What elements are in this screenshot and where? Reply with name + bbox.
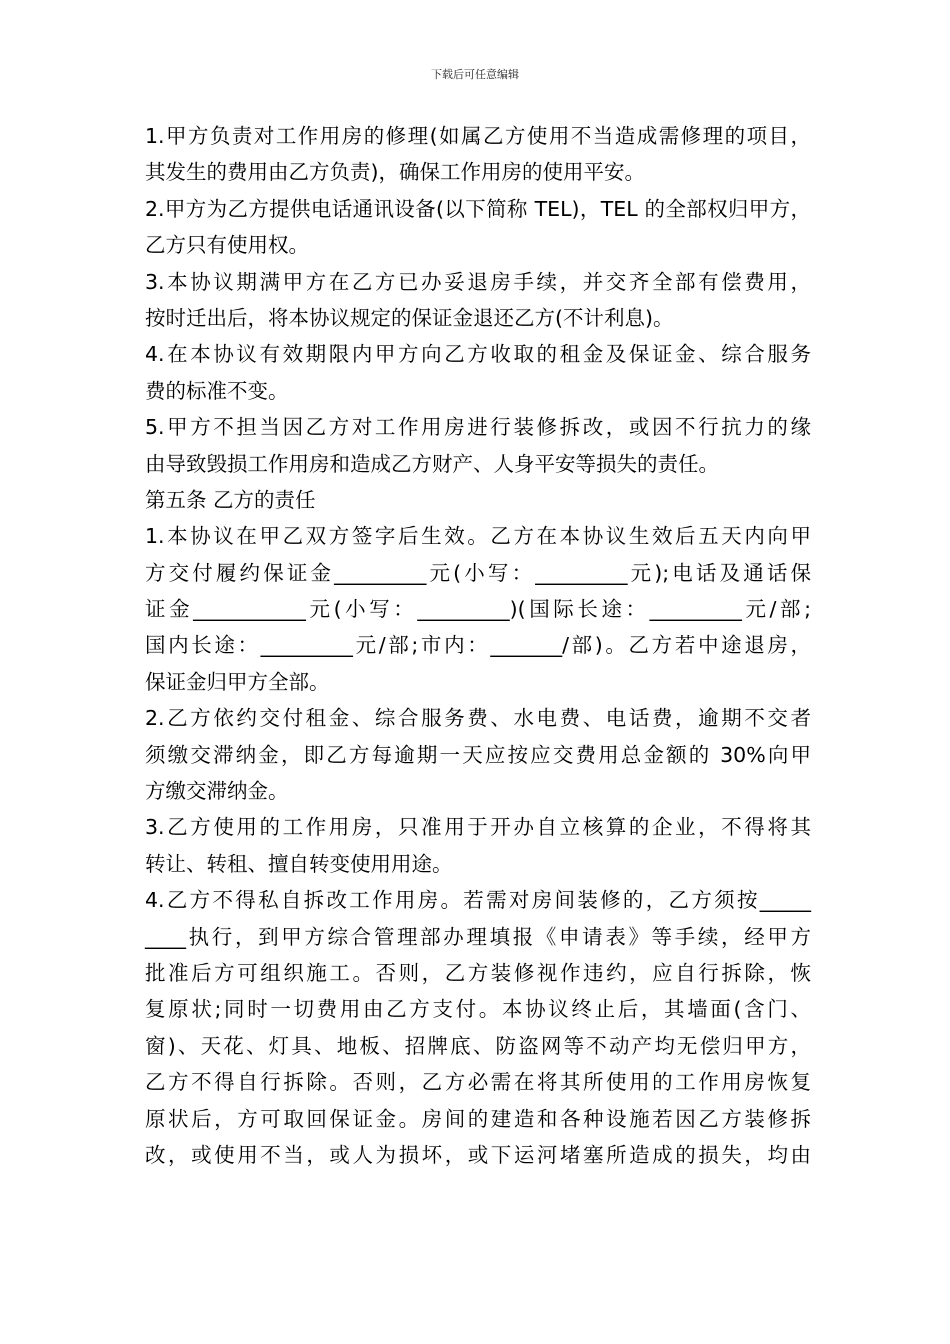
text-line: 窗)、天花、灯具、地板、招牌底、防盗网等不动产均无偿归甲方， <box>145 1033 811 1058</box>
text-line: 乙方不得自行拆除。否则，乙方必需在将其所使用的工作用房恢复 <box>145 1070 811 1095</box>
text-line: 批准后方可组织施工。否则，乙方装修视作违约，应自行拆除，恢 <box>145 960 811 985</box>
text-line: 方缴交滞纳金。 <box>145 779 289 804</box>
text-line: 费的标准不变。 <box>145 378 289 403</box>
text-line: 保证金归甲方全部。 <box>145 669 330 694</box>
text-line: 1.本协议在甲乙双方签字后生效。乙方在本协议生效后五天内向甲 <box>145 524 811 549</box>
text-line: 乙方只有使用权。 <box>145 233 309 258</box>
text-line: 3.乙方使用的工作用房，只准用于开办自立核算的企业，不得将其 <box>145 815 811 840</box>
document-body <box>145 118 811 1173</box>
text-line: 转让、转租、擅自转变使用用途。 <box>145 851 453 876</box>
text-line: 国内长途：_________元/部;市内：_______/部)。乙方若中途退房， <box>145 633 811 658</box>
section-heading: 第五条 乙方的责任 <box>145 487 316 512</box>
text-line: 由导致毁损工作用房和造成乙方财产、人身平安等损失的责任。 <box>145 451 719 476</box>
text-line: 改，或使用不当，或人为损坏，或下运河堵塞所造成的损失，均由 <box>145 1142 811 1167</box>
text-line: 2.乙方依约交付租金、综合服务费、水电费、电话费，逾期不交者 <box>145 706 811 731</box>
text-line: 1.甲方负责对工作用房的修理(如属乙方使用不当造成需修理的项目， <box>145 124 811 148</box>
text-line: 5.甲方不担当因乙方对工作用房进行装修拆改，或因不行抗力的缘 <box>145 415 811 440</box>
text-line: 证金___________元(小写：_________)(国际长途：_________元/部; <box>145 597 811 622</box>
text-line: 按时迁出后，将本协议规定的保证金退还乙方(不计利息)。 <box>145 305 674 330</box>
text-line: 2.甲方为乙方提供电话通讯设备(以下简称 TEL)，TEL 的全部权归甲方， <box>145 196 811 221</box>
text-line: 原状后，方可取回保证金。房间的建造和各种设施若因乙方装修拆 <box>145 1106 811 1131</box>
text-line: 4.在本协议有效期限内甲方向乙方收取的租金及保证金、综合服务 <box>145 342 811 367</box>
text-line: 方交付履约保证金_________元(小写：_________元);电话及通话保 <box>145 560 811 585</box>
text-line: 须缴交滞纳金，即乙方每逾期一天应按应交费用总金额的 30%向甲 <box>145 742 811 767</box>
text-line: 复原状;同时一切费用由乙方支付。本协议终止后，其墙面(含门、 <box>145 997 811 1022</box>
text-line: 3.本协议期满甲方在乙方已办妥退房手续，并交齐全部有偿费用， <box>145 269 811 294</box>
text-line: 4.乙方不得私自拆改工作用房。若需对房间装修的，乙方须按_____ <box>145 888 811 913</box>
text-line: ____执行，到甲方综合管理部办理填报《申请表》等手续，经甲方 <box>145 924 811 949</box>
page-header: 下载后可任意编辑 <box>431 68 519 81</box>
text-line: 其发生的费用由乙方负责)，确保工作用房的使用平安。 <box>145 160 645 185</box>
